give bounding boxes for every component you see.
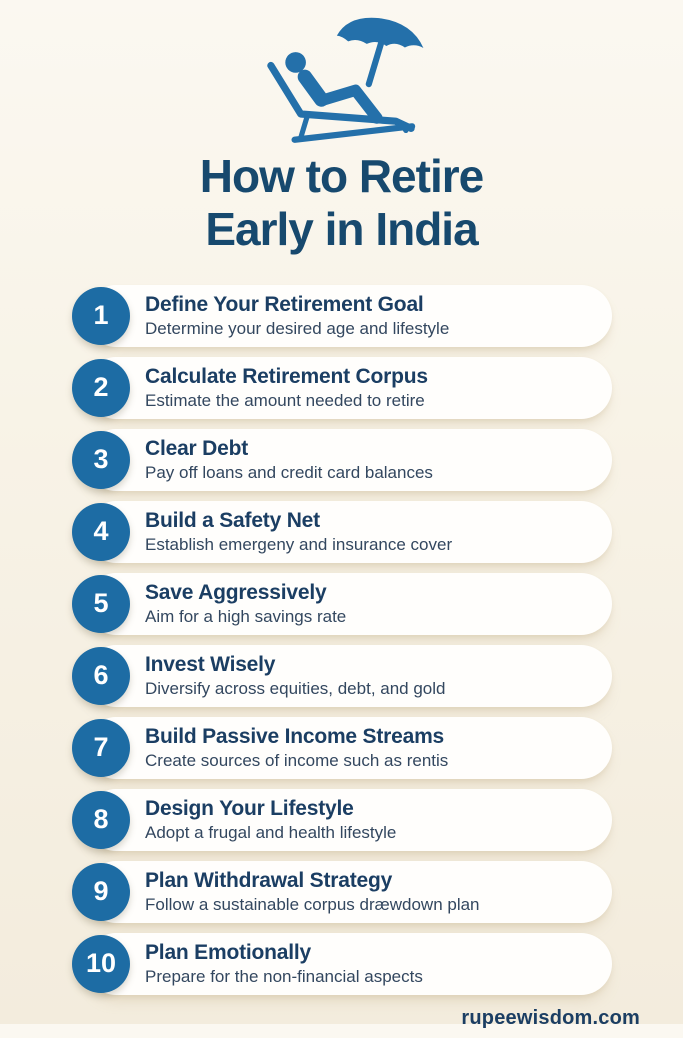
header (0, 14, 683, 257)
page-title (0, 150, 683, 257)
step-number-badge: 3 (72, 431, 130, 489)
step-card (85, 357, 612, 419)
step-number-badge: 8 (72, 791, 130, 849)
step-number-badge: 5 (72, 575, 130, 633)
step-description: Diversify across equities, debt, and gold (145, 679, 446, 699)
step-text (145, 580, 346, 627)
step-title: Invest Wisely (145, 653, 276, 676)
step-number-badge: 10 (72, 935, 130, 993)
step-text (145, 364, 428, 411)
step-description: Adopt a frugal and health lifestyle (145, 823, 397, 843)
step-card (85, 645, 612, 707)
step-number-badge: 6 (72, 647, 130, 705)
steps-list (0, 285, 683, 995)
step-description: Prepare for the non-financial aspects (145, 967, 423, 987)
step-description: Follow a sustainable corpus dræwdown plan (145, 895, 480, 915)
page-title-line1: How to Retire (199, 150, 484, 202)
step-text (145, 796, 396, 843)
step-description: Establish emergeny and insurance cover (145, 535, 453, 555)
step-title: Plan Emotionally (145, 941, 311, 964)
step-text (145, 436, 433, 483)
step-card (85, 861, 612, 923)
step-card (85, 429, 612, 491)
step-card (85, 501, 612, 563)
step-number-badge: 4 (72, 503, 130, 561)
step-card (85, 933, 612, 995)
brand-website: rupeewisdom.com (461, 1007, 640, 1029)
step-title: Build Passive Income Streams (145, 725, 445, 748)
step-title: Build a Safety Net (145, 509, 320, 532)
step-number-badge: 9 (72, 863, 130, 921)
step-title: Clear Debt (145, 437, 249, 460)
step-text (145, 724, 448, 771)
person-on-lounge-chair-with-umbrella-icon (0, 14, 683, 148)
step-text (145, 652, 446, 699)
step-card (85, 573, 612, 635)
step-card (85, 285, 612, 347)
step-number-badge: 1 (72, 287, 130, 345)
step-title: Define Your Retirement Goal (145, 293, 424, 316)
step-card (85, 789, 612, 851)
step-title: Design Your Lifestyle (145, 797, 354, 820)
step-text (145, 508, 452, 555)
step-description: Pay off loans and credit card balances (145, 463, 433, 483)
step-description: Create sources of income such as rentis (145, 751, 449, 771)
step-description: Estimate the amount needed to retire (145, 391, 425, 411)
step-text (145, 868, 480, 915)
step-title: Plan Withdrawal Strategy (145, 869, 393, 892)
step-description: Aim for a high savings rate (145, 607, 347, 627)
step-text (145, 292, 449, 339)
step-card (85, 717, 612, 779)
step-number-badge: 2 (72, 359, 130, 417)
step-number-badge: 7 (72, 719, 130, 777)
step-title: Save Aggressively (145, 581, 327, 604)
step-description: Determine your desired age and lifestyle (145, 319, 450, 339)
step-text (145, 940, 423, 987)
step-title: Calculate Retirement Corpus (145, 365, 428, 388)
page-title-line2: Early in India (205, 203, 478, 256)
